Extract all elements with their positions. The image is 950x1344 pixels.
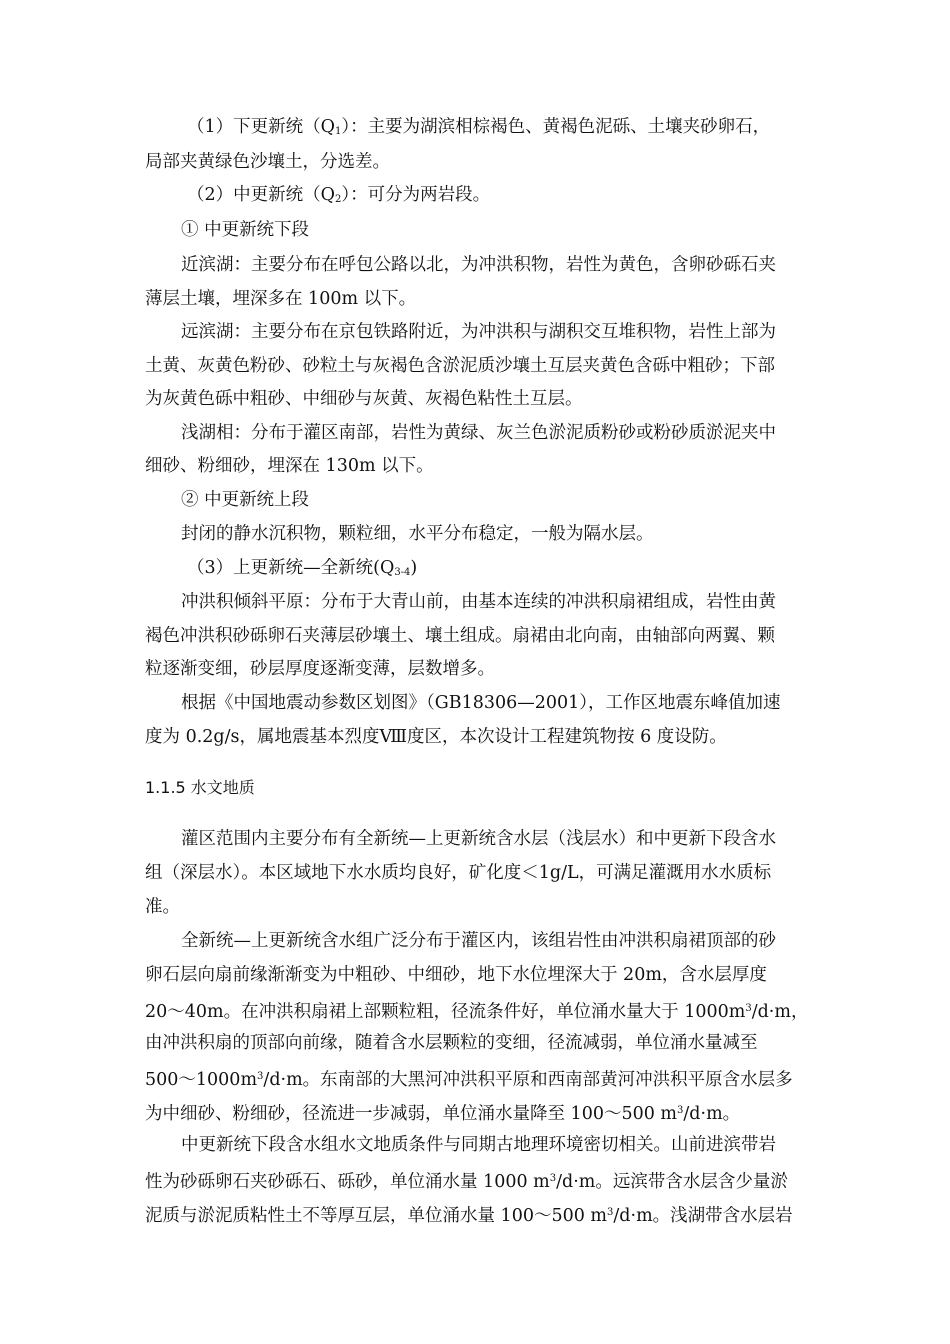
paragraph-holocene-aquifer-line-3: 20～40m。在冲洪积扇裙上部颗粒粗，径流条件好，单位涌水量大于 $1000m^3/d\cdot m$， <box>145 1002 809 1022</box>
paragraph-alluvial-plain-line-3: 粒逐渐变细，砂层厚度逐渐变薄，层数增多。 <box>145 659 495 679</box>
paragraph-seismic-line-1: 根据《中国地震动参数区划图》（GB18306—2001），工作区地震东峰值加速 <box>181 693 781 713</box>
subheading-lower-middle-pleistocene: ① 中更新统下段 <box>181 220 310 240</box>
paragraph-holocene-aquifer-line-5: $500\sim 1000m^3/d\cdot m$。东南部的大黑河冲洪积平原和西南部黄河冲洪积平原含水层多 <box>145 1070 793 1090</box>
paragraph-aquifers-line-1: 灌区范围内主要分布有全新统—上更新统含水层（浅层水）和中更新下段含水 <box>181 829 776 849</box>
paragraph-alluvial-plain-line-2: 褐色冲洪积砂砾卵石夹薄层砂壤土、壤土组成。扇裙由北向南，由轴部向两翼、颗 <box>145 626 775 646</box>
paragraph-middle-pleistocene-aquifer-line-3: 泥质与淤泥质粘性土不等厚互层，单位涌水量 100～500 $m^3/d\cdot m$。浅湖带含水层岩 <box>145 1206 793 1226</box>
paragraph-far-lake-line-2: 土黄、灰黄色粉砂、砂粒土与灰褐色含淤泥质沙壤土互层夹黄色含砾中粗砂；下部 <box>145 356 775 376</box>
paragraph-aquifers-line-3: 准。 <box>145 897 180 917</box>
paragraph-near-lake-line-2: 薄层土壤，埋深多在 100m 以下。 <box>145 289 417 309</box>
paragraph-aquifers-line-2: 组（深层水）。本区域地下水水质均良好，矿化度＜1g/L，可满足灌溉用水水质标 <box>145 863 772 883</box>
paragraph-q2: （2）中更新统$(Q_2)$：可分为两岩段。 <box>187 185 491 205</box>
paragraph-holocene-aquifer-line-6: 为中细砂、粉细砂，径流进一步减弱，单位涌水量降至 100～500 $m^3/d\cdot m$。 <box>145 1104 741 1124</box>
paragraph-far-lake-line-3: 为灰黄色砾中粗砂、中细砂与灰黄、灰褐色粘性土互层。 <box>145 389 583 409</box>
paragraph-aquitard: 封闭的静水沉积物，颗粒细，水平分布稳定，一般为隔水层。 <box>181 524 654 544</box>
paragraph-holocene-aquifer-line-1: 全新统—上更新统含水组广泛分布于灌区内，该组岩性由冲洪积扇裙顶部的砂 <box>181 931 776 951</box>
paragraph-holocene-aquifer-line-4: 由冲洪积扇的顶部向前缘，随着含水层颗粒的变细，径流减弱，单位涌水量减至 <box>145 1033 758 1053</box>
paragraph-holocene-aquifer-line-2: 卵石层向扇前缘渐渐变为中粗砂、中细砂，地下水位埋深大于 20m，含水层厚度 <box>145 965 767 985</box>
paragraph-alluvial-plain-line-1: 冲洪积倾斜平原：分布于大青山前，由基本连续的冲洪积扇裙组成，岩性由黄 <box>181 592 776 612</box>
paragraph-seismic-line-2: 度为 0.2g/s，属地震基本烈度Ⅷ度区，本次设计工程建筑物按 6 度设防。 <box>145 727 727 747</box>
paragraph-q1-line-2: 局部夹黄绿色沙壤土，分选差。 <box>145 152 390 172</box>
paragraph-shallow-lake-line-1: 浅湖相：分布于灌区南部，岩性为黄绿、灰兰色淤泥质粉砂或粉砂质淤泥夹中 <box>181 423 776 443</box>
paragraph-q3-4: （3）上更新统—全新统$(Q_{3-4})$ <box>187 558 418 578</box>
paragraph-far-lake-line-1: 远滨湖：主要分布在京包铁路附近，为冲洪积与湖积交互堆积物，岩性上部为 <box>181 322 776 342</box>
subheading-upper-middle-pleistocene: ② 中更新统上段 <box>181 490 310 510</box>
paragraph-q1-line-1: （1）下更新统$(Q_1)$：主要为湖滨相棕褐色、黄褐色泥砾、土壤夹砂卵石， <box>187 117 771 137</box>
paragraph-middle-pleistocene-aquifer-line-1: 中更新统下段含水组水文地质条件与同期古地理环境密切相关。山前进滨带岩 <box>181 1135 776 1155</box>
section-heading-hydrogeology: 1.1.5 水文地质 <box>145 778 255 797</box>
paragraph-middle-pleistocene-aquifer-line-2: 性为砂砾卵石夹砂砾石、砾砂，单位涌水量 1000 $m^3/d\cdot m$。远滨带含水层含少量淤 <box>145 1172 788 1192</box>
paragraph-shallow-lake-line-2: 细砂、粉细砂，埋深在 130m 以下。 <box>145 456 434 476</box>
paragraph-near-lake-line-1: 近滨湖：主要分布在呼包公路以北，为冲洪积物，岩性为黄色，含卵砂砾石夹 <box>181 255 776 275</box>
